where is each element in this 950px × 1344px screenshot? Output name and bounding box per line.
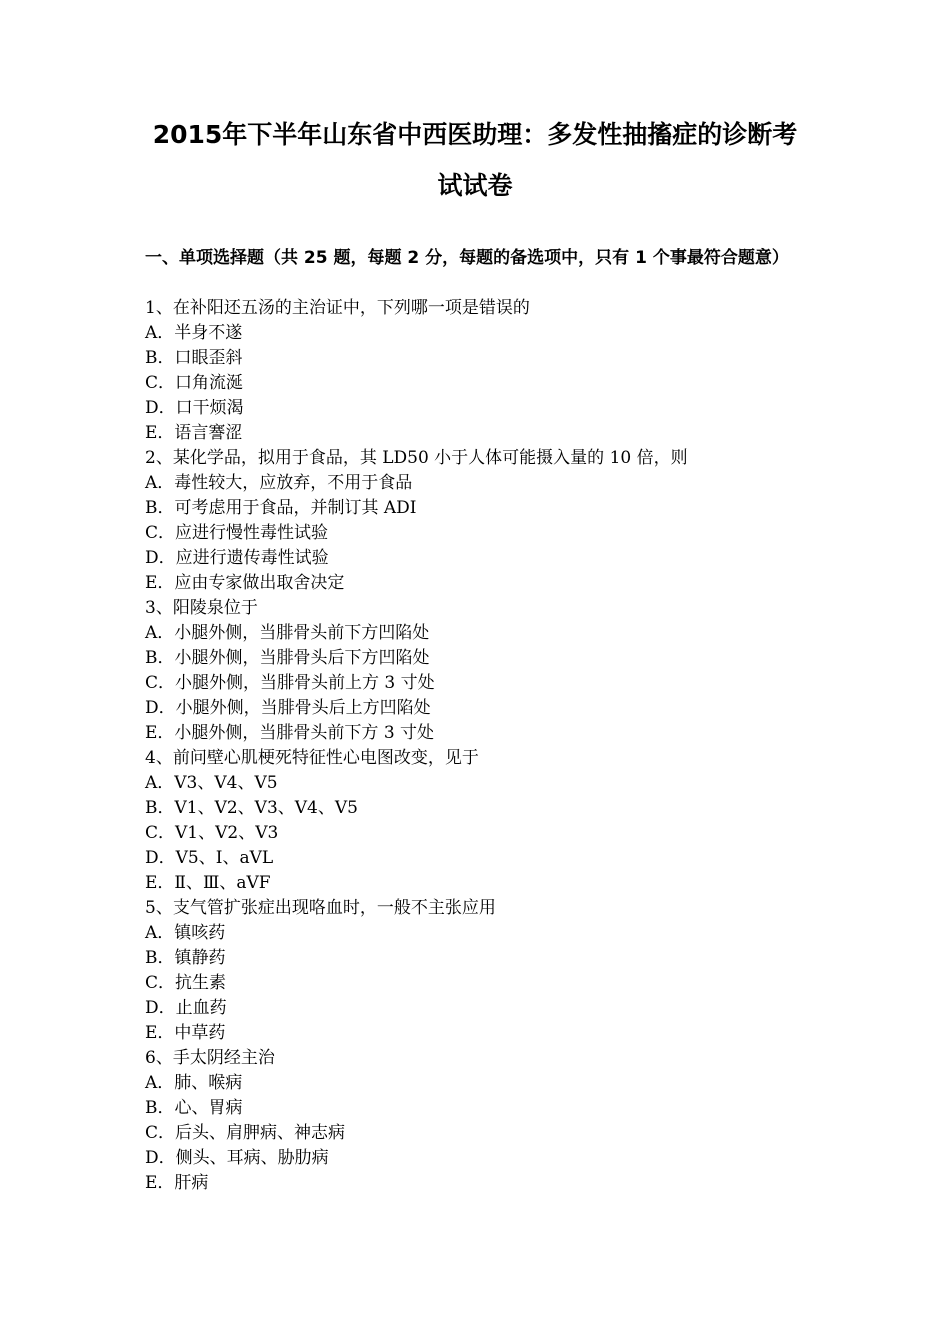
option-a: A．肺、喉病 bbox=[145, 1073, 243, 1093]
question-6 bbox=[145, 1046, 825, 1196]
option-d: D．应进行遗传毒性试验 bbox=[145, 548, 329, 568]
question-stem: 5、支气管扩张症出现咯血时，一般不主张应用 bbox=[145, 898, 496, 918]
question-3 bbox=[145, 596, 825, 746]
option-b: B．Ⅴ1、Ⅴ2、Ⅴ3、Ⅴ4、Ⅴ5 bbox=[145, 798, 358, 818]
option-c: C．应进行慢性毒性试验 bbox=[145, 523, 329, 543]
option-c: C．小腿外侧，当腓骨头前上方 3 寸处 bbox=[145, 673, 435, 693]
option-c: C．抗生素 bbox=[145, 973, 227, 993]
option-c: C．口角流涎 bbox=[145, 373, 244, 393]
document-title-line-1: 2015年下半年山东省中西医助理：多发性抽搐症的诊断考 bbox=[152, 120, 798, 149]
question-stem: 2、某化学品，拟用于食品，其 LD50 小于人体可能摄入量的 10 倍，则 bbox=[145, 448, 688, 468]
question-stem: 3、阳陵泉位于 bbox=[145, 598, 258, 618]
option-b: B．镇静药 bbox=[145, 948, 226, 968]
option-e: E．中草药 bbox=[145, 1023, 226, 1043]
question-1 bbox=[145, 296, 825, 446]
option-b: B．小腿外侧，当腓骨头后下方凹陷处 bbox=[145, 648, 430, 668]
option-d: D．口干烦渴 bbox=[145, 398, 244, 418]
question-4 bbox=[145, 746, 825, 896]
option-b: B．可考虑用于食品，并制订其 ADI bbox=[145, 498, 417, 518]
option-c: C．Ⅴ1、Ⅴ2、Ⅴ3 bbox=[145, 823, 279, 843]
option-e: E．肝病 bbox=[145, 1173, 209, 1193]
document-title-line-2: 试试卷 bbox=[437, 171, 513, 200]
question-list bbox=[145, 296, 825, 1196]
option-d: D．止血药 bbox=[145, 998, 227, 1018]
option-d: D．Ⅴ5、Ⅰ、aⅤL bbox=[145, 848, 274, 868]
section-heading: 一、单项选择题（共 25 题，每题 2 分，每题的备选项中，只有 1 个事最符合题意） bbox=[145, 248, 789, 268]
option-a: A．Ⅴ3、Ⅴ4、Ⅴ5 bbox=[145, 773, 278, 793]
question-2 bbox=[145, 446, 825, 596]
option-d: D．小腿外侧，当腓骨头后上方凹陷处 bbox=[145, 698, 431, 718]
option-b: B．心、胃病 bbox=[145, 1098, 243, 1118]
option-e: E．小腿外侧，当腓骨头前下方 3 寸处 bbox=[145, 723, 435, 743]
question-5 bbox=[145, 896, 825, 1046]
option-e: E．应由专家做出取舍决定 bbox=[145, 573, 345, 593]
option-e: E．语言謇涩 bbox=[145, 423, 243, 443]
option-a: A．毒性较大，应放弃，不用于食品 bbox=[145, 473, 413, 493]
option-d: D．侧头、耳病、胁肋病 bbox=[145, 1148, 329, 1168]
question-stem: 1、在补阳还五汤的主治证中，下列哪一项是错误的 bbox=[145, 298, 530, 318]
option-e: E．Ⅱ、Ⅲ、aⅤF bbox=[145, 873, 271, 893]
question-stem: 6、手太阴经主治 bbox=[145, 1048, 275, 1068]
question-stem: 4、前问壁心肌梗死特征性心电图改变，见于 bbox=[145, 748, 479, 768]
option-c: C．后头、肩胛病、神志病 bbox=[145, 1123, 346, 1143]
option-a: A．小腿外侧，当腓骨头前下方凹陷处 bbox=[145, 623, 430, 643]
option-a: A．半身不遂 bbox=[145, 323, 243, 343]
option-b: B．口眼歪斜 bbox=[145, 348, 243, 368]
option-a: A．镇咳药 bbox=[145, 923, 226, 943]
